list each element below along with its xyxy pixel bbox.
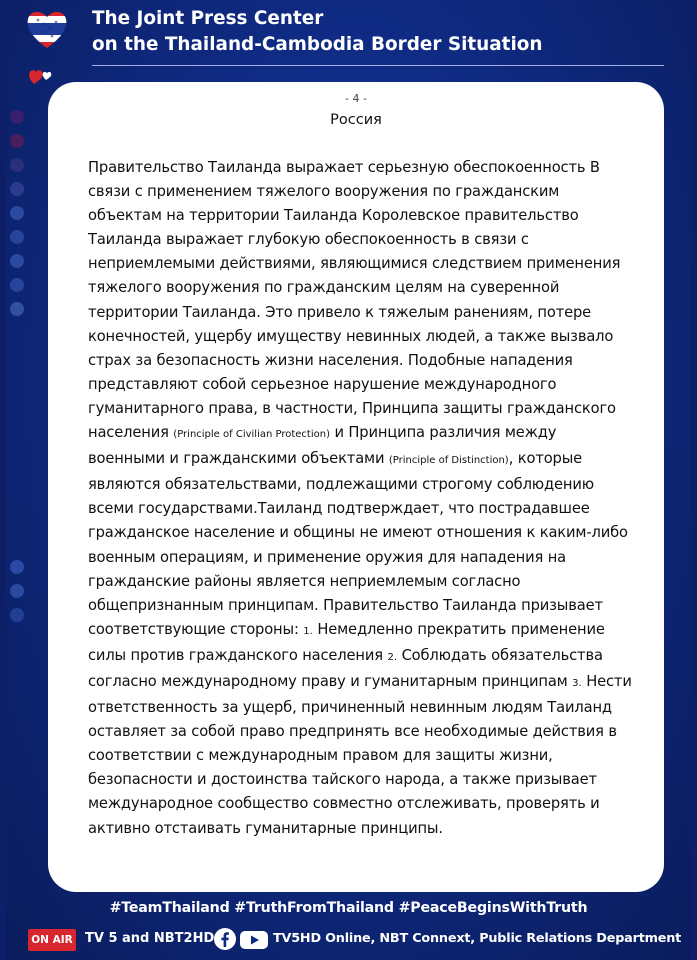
document-body xyxy=(88,156,636,841)
header-title xyxy=(92,6,543,58)
list-number: 2. xyxy=(387,651,398,663)
heart-flag-logo-icon xyxy=(24,6,70,52)
right-frame-strip xyxy=(691,0,697,960)
list-number: 1. xyxy=(303,625,313,637)
online-channels-label: TV5HD Online, NBT Connext, Public Relations Department xyxy=(273,931,682,946)
body-text-english-note: (Principle of Civilian Protection) xyxy=(173,429,330,441)
youtube-icon[interactable] xyxy=(240,930,268,950)
body-text-part: , которые являются обязательствами, подлежащими строгому соблюдению всеми государствами.Таиланд подтверждает, что пострадавшее гражданское население и общины не имеют отношения к каким-либо военным операциям, и применение оружия для нападения на гражданские районы является неприемлемым согласно общепризнанным принципам. Правительство Таиланда призывает соответствующие стороны: xyxy=(88,450,628,638)
left-frame-strip xyxy=(0,0,6,960)
small-heart-logo-icon xyxy=(28,66,56,86)
header-divider xyxy=(92,65,664,66)
left-decorative-dots-lower xyxy=(10,560,22,632)
body-text-english-note: (Principle of Distinction) xyxy=(388,455,509,467)
header-title-line1: The Joint Press Center xyxy=(92,8,324,29)
body-text-part: Правительство Таиланда выражает серьезную обеспокоенность В связи с применением тяжелого вооружения по гражданским объектам на территории Таиланда Королевское правительство Таиланда выражает глубокую обеспокоенность в связи с неприемлемыми действиями, являющимися следствием применения тяжелого вооружения по гражданским целям на суверенной территории Таиланда. Это привело к тяжелым ранениям, потере конечностей, ущербу имуществу невинных людей, а также вызвало страх за безопасность жизни населения. Подобные нападения представляют собой серьезное нарушение международного гуманитарного права, в частности, Принципа защиты гражданского населения xyxy=(88,159,621,442)
body-text-part: Немедленно прекратить применение силы против гражданского населения xyxy=(88,620,605,664)
page-number: - 4 - xyxy=(345,92,367,105)
facebook-icon[interactable] xyxy=(214,928,236,950)
document-card xyxy=(48,82,664,892)
left-decorative-dots xyxy=(10,110,22,326)
on-air-badge: ON AIR xyxy=(28,929,76,951)
header-title-line2: on the Thailand-Cambodia Border Situation xyxy=(92,34,543,55)
body-text-part: и Принципа различия между военными и гражданскими объектами xyxy=(88,424,557,468)
list-number: 3. xyxy=(572,677,582,689)
body-text-part: Соблюдать обязательства согласно международному праву и гуманитарным принципам xyxy=(88,646,603,690)
body-text-part: Нести ответственность за ущерб, причиненный невинным людям Таиланд оставляет за собой право предпринять все необходимые действия в соответствии с международным правом для защиты жизни, безопасности и достоинства тайского народа, а также призывает международное сообщество совместно отслеживать, проверять и активно отстаивать гуманитарные принципы. xyxy=(88,672,632,837)
tv-channels-label: TV 5 and NBT2HD xyxy=(85,931,215,946)
document-heading: Россия xyxy=(330,112,382,128)
footer-hashtags: #TeamThailand #TruthFromThailand #PeaceBeginsWithTruth xyxy=(109,900,588,916)
